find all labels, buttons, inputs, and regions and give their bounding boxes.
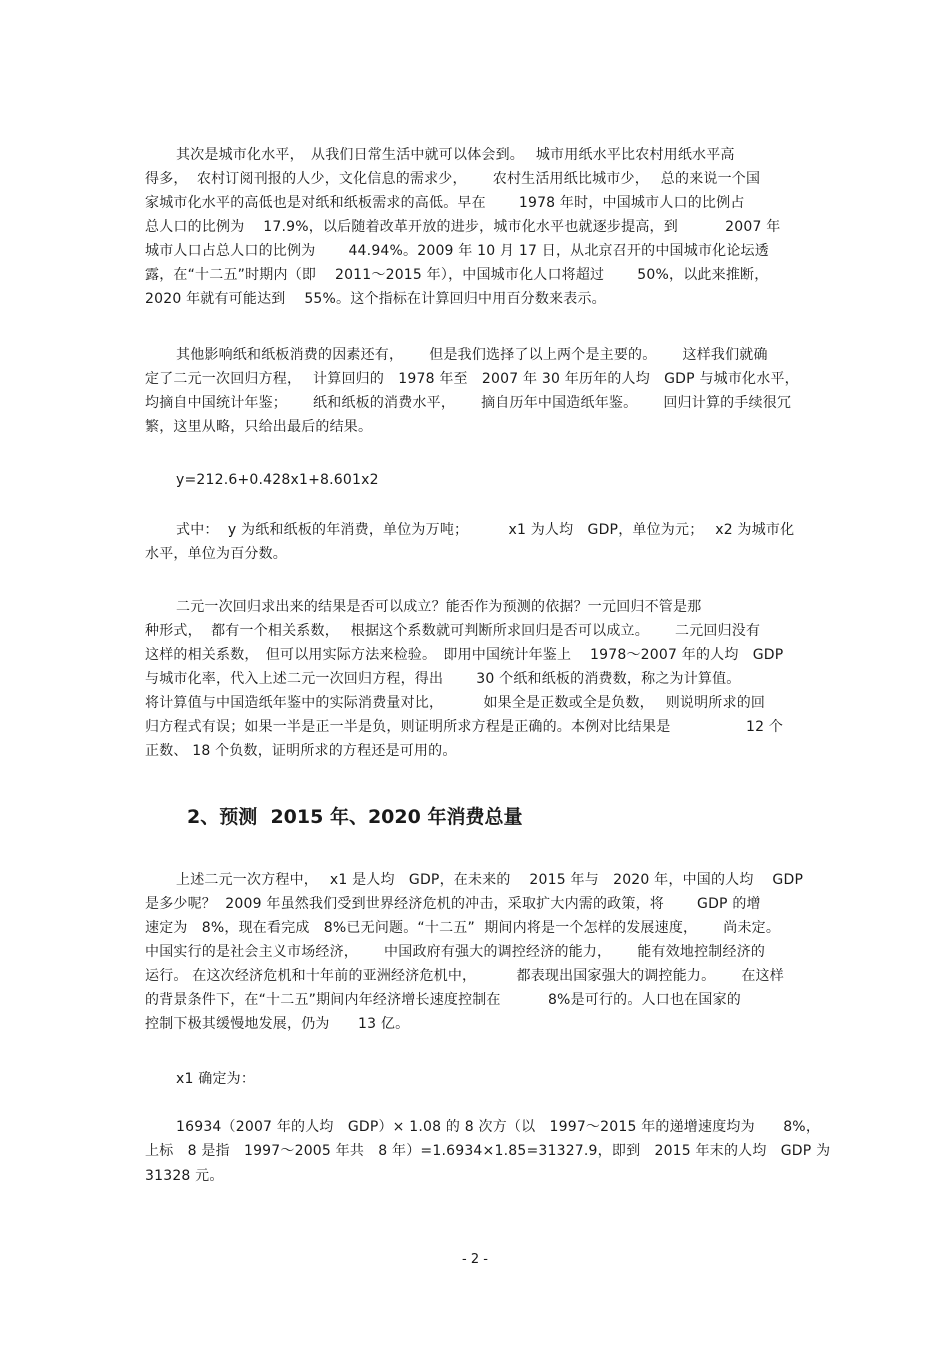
paragraph-5-line: 是多少呢？ 2009 年虽然我们受到世界经济危机的冲击，采取扩大内需的政策，将 GDP 的增 (145, 896, 761, 912)
paragraph-5-line: 的背景条件下，在“十二五”期间内年经济增长速度控制在 8%是可行的。人口也在国家的 (145, 992, 741, 1008)
paragraph-4-line: 归方程式有误；如果一半是正一半是负，则证明所求方程是正确的。本例对比结果是 12 个 (145, 719, 784, 735)
paragraph-4-line: 与城市化率，代入上述二元一次回归方程，得出 30 个纸和纸板的消费数，称之为计算值。 (145, 671, 741, 687)
paragraph-3-line: 式中： y 为纸和纸板的年消费，单位为万吨； x1 为人均 GDP，单位为元； x2 为城市化 (176, 522, 795, 538)
paragraph-5-line: 中国实行的是社会主义市场经济， 中国政府有强大的调控经济的能力， 能有效地控制经济的 (145, 944, 766, 960)
paragraph-5-line: 运行。 在这次经济危机和十年前的亚洲经济危机中， 都表现出国家强大的调控能力。 在这样 (145, 968, 784, 984)
section-heading: 2、预测 2015 年、2020 年消费总量 (187, 806, 523, 828)
paragraph-4-line: 种形式， 都有一个相关系数， 根据这个系数就可判断所求回归是否可以成立。 二元回归没有 (145, 623, 761, 639)
paragraph-5-line: 速定为 8%，现在看完成 8%已无问题。“十二五” 期间内将是一个怎样的发展速度， 尚未定。 (145, 920, 781, 936)
paragraph-5-line: 上述二元一次方程中， x1 是人均 GDP，在未来的 2015 年与 2020 年，中国的人均 GDP (176, 872, 804, 888)
paragraph-4-line: 这样的相关系数， 但可以用实际方法来检验。 即用中国统计年鉴上 1978～2007 年的人均 GDP (145, 647, 784, 663)
paragraph-1-line: 2020 年就有可能达到 55%。这个指标在计算回归中用百分数来表示。 (145, 291, 606, 307)
paragraph-6-line: 上标 8 是指 1997～2005 年共 8 年）=1.6934×1.85=31327.9，即到 2015 年末的人均 GDP 为 (145, 1143, 831, 1159)
paragraph-2-line: 定了二元一次回归方程， 计算回归的 1978 年至 2007 年 30 年历年的人均 GDP 与城市化水平， (145, 371, 799, 387)
regression-formula: y=212.6+0.428x1+8.601x2 (176, 472, 379, 488)
paragraph-1-line: 家城市化水平的高低也是对纸和纸板需求的高低。早在 1978 年时，中国城市人口的比例占 (145, 195, 745, 211)
paragraph-2-line: 其他影响纸和纸板消费的因素还有， 但是我们选择了以上两个是主要的。 这样我们就确 (176, 347, 768, 363)
paragraph-3-line: 水平，单位为百分数。 (145, 546, 287, 562)
paragraph-2-line: 繁，这里从略，只给出最后的结果。 (145, 419, 373, 435)
paragraph-1-line: 得多， 农村订阅刊报的人少，文化信息的需求少， 农村生活用纸比城市少， 总的来说一个国 (145, 171, 761, 187)
paragraph-5-line: 控制下极其缓慢地发展，仍为 13 亿。 (145, 1016, 410, 1032)
x1-definition-label: x1 确定为： (176, 1071, 256, 1087)
paragraph-6-line: 31328 元。 (145, 1168, 224, 1184)
paragraph-2-line: 均摘自中国统计年鉴； 纸和纸板的消费水平， 摘自历年中国造纸年鉴。 回归计算的手续很冗 (145, 395, 792, 411)
paragraph-1-line: 露，在“十二五”时期内（即 2011～2015 年），中国城市化人口将超过 50%，以此来推断， (145, 267, 769, 283)
paragraph-4-line: 正数、 18 个负数，证明所求的方程还是可用的。 (145, 743, 457, 759)
paragraph-4-line: 将计算值与中国造纸年鉴中的实际消费量对比， 如果全是正数或全是负数， 则说明所求的回 (145, 695, 766, 711)
paragraph-1-line: 其次是城市化水平， 从我们日常生活中就可以体会到。 城市用纸水平比农村用纸水平高 (176, 147, 735, 163)
paragraph-4-line: 二元一次回归求出来的结果是否可以成立？能否作为预测的依据？一元回归不管是那 (176, 599, 702, 615)
paragraph-6-line: 16934（2007 年的人均 GDP）× 1.08 的 8 次方（以 1997～2015 年的递增速度均为 8%， (176, 1119, 821, 1135)
paragraph-1-line: 总人口的比例为 17.9%，以后随着改革开放的进步，城市化水平也就逐步提高，到 2007 年 (145, 219, 781, 235)
paragraph-1-line: 城市人口占总人口的比例为 44.94%。2009 年 10 月 17 日，从北京召开的中国城市化论坛透 (145, 243, 769, 259)
page-number: - 2 - (462, 1252, 488, 1267)
